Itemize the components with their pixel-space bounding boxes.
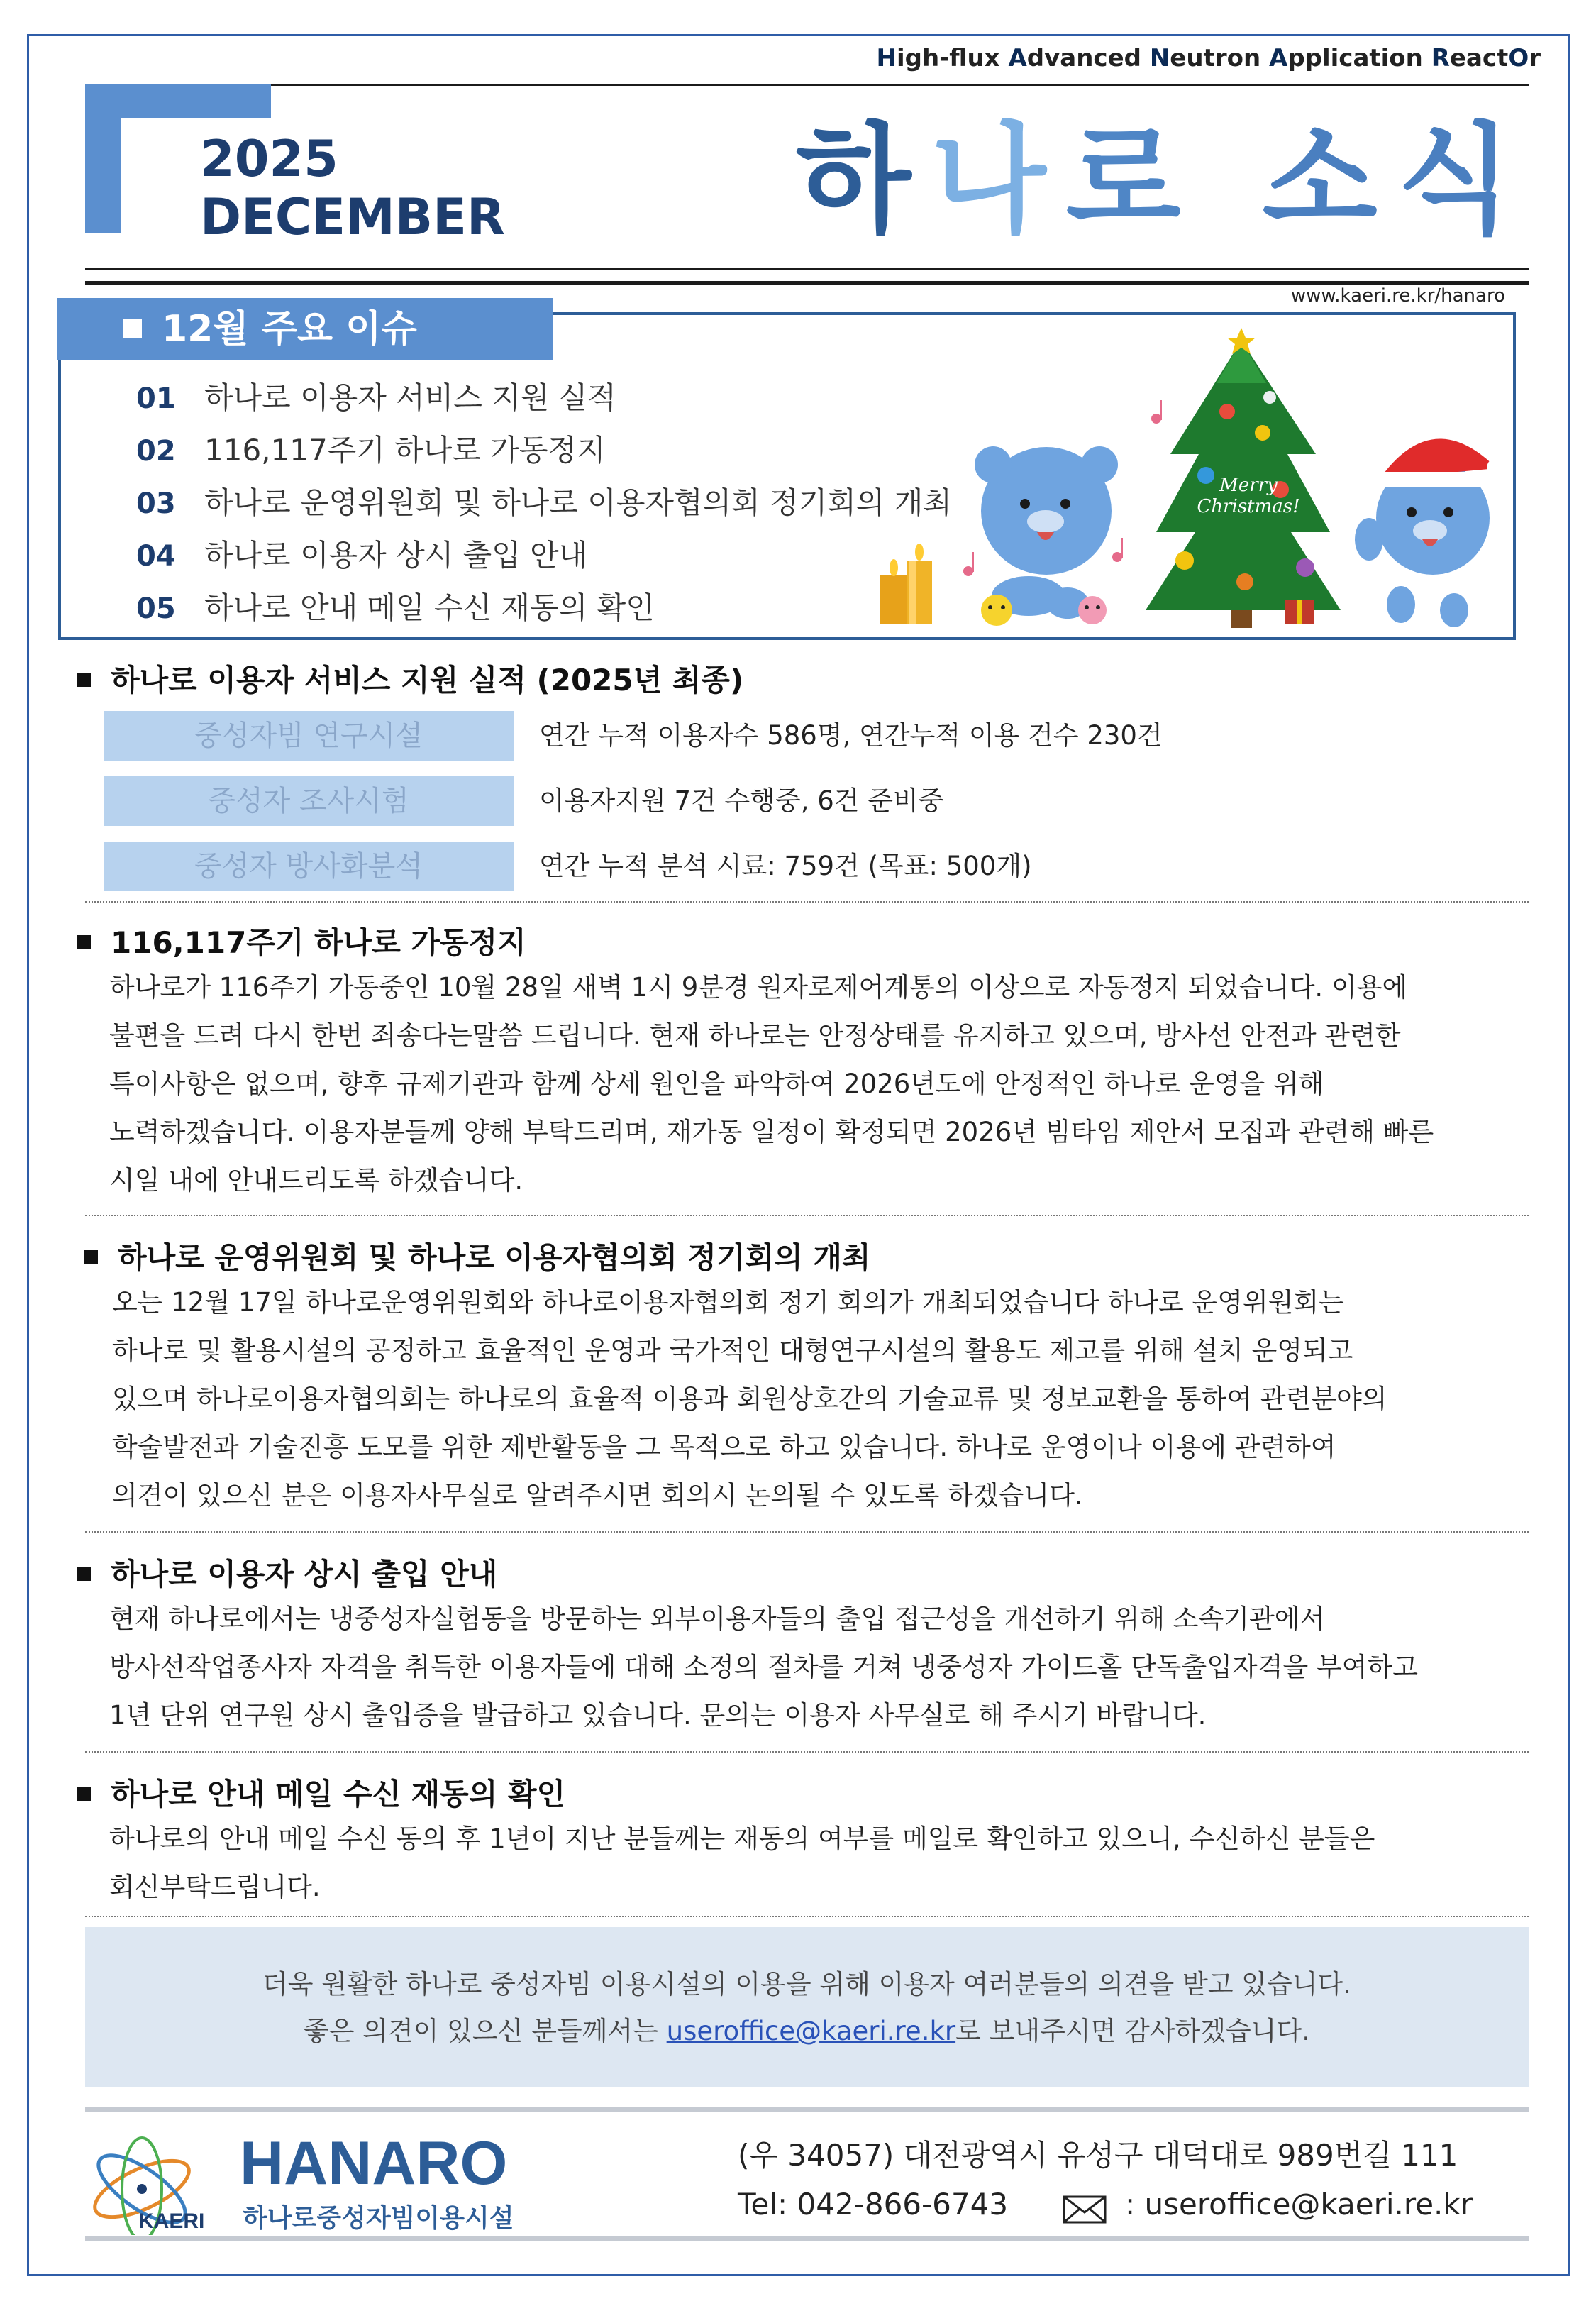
hanaro-brand-text: HANARO [240, 2129, 508, 2197]
stat-label-beam: 중성자빔 연구시설 [104, 711, 514, 761]
section-title-text: 하나로 운영위원회 및 하나로 이용자협의회 정기회의 개최 [118, 1240, 871, 1275]
section-title-shutdown [77, 920, 526, 962]
stat-value-activation: 연간 누적 분석 시료: 759건 (목표: 500개) [539, 851, 1032, 881]
body-line: 회신부탁드립니다. [109, 1872, 321, 1902]
reactor-name-rest: dvanced [1026, 44, 1150, 72]
christmas-text: Christmas! [1197, 496, 1300, 517]
body-line: 노력하겠습니다. 이용자분들께 양해 부탁드리며, 재가동 일정이 확정되면 2026년 빔타임 제안서 모집과 관련해 빠른 [109, 1117, 1434, 1147]
reactor-name-rest: igh-flux [896, 44, 1009, 72]
feedback-box [85, 1927, 1529, 2087]
merry-text: Merry [1219, 475, 1278, 496]
body-line: 하나로 및 활용시설의 공정하고 효율적인 운영과 국가적인 대형연구시설의 활용도 제고를 위해 설치 운영되고 [112, 1335, 1353, 1366]
section-body-email-consent [109, 1815, 1517, 1911]
title-char: 로 [1065, 111, 1201, 250]
mascot-left-icon [975, 446, 1118, 619]
reactor-name-cap: A [1008, 44, 1027, 72]
issue-item[interactable] [136, 375, 616, 417]
footer-rule [85, 2236, 1529, 2241]
issue-number: 01 [136, 382, 176, 415]
square-bullet-icon [84, 1250, 98, 1264]
section-title-text: 하나로 이용자 서비스 지원 실적 (2025년 최종) [111, 663, 744, 697]
section-divider [85, 1531, 1529, 1533]
issue-text: 하나로 이용자 상시 출입 안내 [204, 538, 588, 573]
body-line: 하나로가 116주기 가동중인 10월 28일 새벽 1시 9분경 원자로제어계통의 이상으로 자동정지 되었습니다. 이용에 [109, 972, 1408, 1003]
header-rule [85, 84, 1529, 86]
title-char: 소 [1262, 111, 1397, 250]
hanaro-logo [85, 2122, 539, 2235]
feedback-text: 좋은 의견이 있으신 분들께서는 [303, 2016, 667, 2046]
feedback-line [85, 2009, 1529, 2048]
body-line: 특이사항은 없으며, 향후 규제기관과 함께 상세 원인을 파악하여 2026년도에 안정적인 하나로 운영을 위해 [109, 1069, 1324, 1099]
stat-label-activation: 중성자 방사화분석 [104, 842, 514, 891]
section-body-access [109, 1595, 1517, 1740]
header-accent-bar [85, 84, 271, 118]
issue-number: 02 [136, 435, 176, 468]
issue-item[interactable] [136, 480, 952, 522]
issue-number: 03 [136, 487, 176, 520]
section-divider [85, 901, 1529, 903]
body-line: 의견이 있으신 분은 이용자사무실로 알려주시면 회의시 논의될 수 있도록 하겠습니다. [112, 1480, 1083, 1511]
reactor-name-rest: eutron [1170, 44, 1269, 72]
body-line: 하나로의 안내 메일 수신 동의 후 1년이 지난 분들께는 재동의 여부를 메일로 확인하고 있으니, 수신하신 분들은 [109, 1824, 1375, 1854]
square-bullet-icon [77, 673, 91, 687]
title-char: 식 [1397, 111, 1532, 250]
issue-item[interactable] [136, 427, 606, 470]
telephone: Tel: 042-866-6743 [738, 2187, 1009, 2222]
section-divider [85, 1916, 1529, 1917]
useroffice-email-link[interactable]: useroffice@kaeri.re.kr [666, 2016, 956, 2046]
issue-text: 하나로 이용자 서비스 지원 실적 [204, 380, 616, 415]
christmas-illustration [872, 326, 1511, 631]
body-line: 방사선작업종사자 자격을 취득한 이용자들에 대해 소정의 절차를 거쳐 냉중성자 가이드홀 단독출입자격을 부여하고 [109, 1652, 1418, 1682]
body-line: 오는 12월 17일 하나로운영위원회와 하나로이용자협의회 정기 회의가 개최되었습니다 하나로 운영위원회는 [112, 1287, 1344, 1318]
website-url[interactable]: www.kaeri.re.kr/hanaro [1290, 285, 1505, 307]
candles-icon [880, 544, 932, 624]
square-bullet-icon [77, 935, 91, 949]
section-title-text: 하나로 안내 메일 수신 재동의 확인 [111, 1777, 566, 1811]
body-line: 불편을 드려 다시 한번 죄송다는말씀 드립니다. 현재 하나로는 안정상태를 유지하고 있으며, 방사선 안전과 관련한 [109, 1020, 1401, 1051]
issue-number: 05 [136, 592, 176, 625]
feedback-text: 로 보내주시면 감사하겠습니다. [955, 2016, 1311, 2046]
body-line: 1년 단위 연구원 상시 출입증을 발급하고 있습니다. 문의는 이용자 사무실로 해 주시기 바랍니다. [109, 1700, 1207, 1731]
body-line: 학술발전과 기술진흥 도모를 위한 제반활동을 그 목적으로 하고 있습니다. 하나로 운영이나 이용에 관련하여 [112, 1432, 1336, 1462]
issue-year: 2025 [200, 130, 338, 188]
issue-text: 하나로 안내 메일 수신 재동의 확인 [204, 590, 655, 625]
section-body-shutdown [109, 964, 1517, 1205]
issue-item[interactable] [136, 532, 587, 575]
key-issues-heading [57, 298, 553, 360]
square-bullet-icon [77, 1787, 91, 1801]
reactor-name-cap: O [1508, 44, 1529, 72]
header-rule [85, 268, 1529, 270]
stat-value-irradiation: 이용자지원 7건 수행중, 6건 준비중 [539, 785, 944, 816]
reactor-name-cap: N [1149, 44, 1170, 72]
reactor-name-cap: A [1268, 44, 1288, 72]
section-title-text: 116,117주기 하나로 가동정지 [111, 925, 526, 960]
reactor-full-name [877, 44, 1541, 72]
body-line: 시일 내에 안내드리도록 하겠습니다. [109, 1165, 523, 1196]
title-char: 나 [931, 111, 1066, 250]
mascot-santa-icon [1355, 438, 1509, 627]
header-rule [85, 281, 1529, 285]
stat-label-irradiation: 중성자 조사시험 [104, 776, 514, 826]
issue-number: 04 [136, 540, 176, 573]
section-title-service [77, 657, 743, 700]
section-divider [85, 1751, 1529, 1753]
mail-icon [1063, 2195, 1107, 2224]
section-title-text: 하나로 이용자 상시 출입 안내 [111, 1557, 498, 1591]
body-line: 있으며 하나로이용자협의회는 하나로의 효율적 이용과 회원상호간의 기술교류 및 정보교환을 통하여 관련분야의 [112, 1384, 1387, 1414]
issue-month: DECEMBER [200, 188, 505, 246]
issue-item[interactable] [136, 585, 655, 627]
reactor-name-cap: R [1431, 44, 1450, 72]
newsletter-title [796, 111, 1532, 250]
section-title-access [77, 1551, 497, 1594]
square-bullet-icon [77, 1567, 91, 1581]
section-body-meeting [112, 1279, 1518, 1520]
stat-value-beam: 연간 누적 이용자수 586명, 연간누적 이용 건수 230건 [539, 720, 1163, 751]
footer-rule [85, 2107, 1529, 2112]
reactor-name-rest: eact [1449, 44, 1509, 72]
contact-email[interactable]: : useroffice@kaeri.re.kr [1125, 2187, 1473, 2222]
title-char: 하 [796, 111, 931, 250]
section-title-email-consent [77, 1771, 565, 1814]
postal-address: (우 34057) 대전광역시 유성구 대덕대로 989번길 111 [738, 2138, 1458, 2173]
facility-name-text: 하나로중성자빔이용시설 [243, 2204, 514, 2233]
reactor-name-rest: r [1529, 44, 1541, 72]
section-divider [85, 1215, 1529, 1216]
kaeri-text: KAERI [138, 2210, 205, 2233]
issue-text: 116,117주기 하나로 가동정지 [204, 433, 606, 468]
square-bullet-icon [123, 319, 142, 338]
section-title-meeting [84, 1235, 870, 1277]
issue-text: 하나로 운영위원회 및 하나로 이용자협의회 정기회의 개최 [204, 485, 952, 520]
reactor-name-rest: pplication [1287, 44, 1431, 72]
key-issues-heading-label: 12월 주요 이슈 [162, 308, 417, 351]
reactor-name-cap: H [876, 44, 897, 72]
feedback-line: 더욱 원활한 하나로 중성자빔 이용시설의 이용을 위해 이용자 여러분들의 의견을 받고 있습니다. [262, 1969, 1352, 1999]
body-line: 현재 하나로에서는 냉중성자실험동을 방문하는 외부이용자들의 출입 접근성을 개선하기 위해 소속기관에서 [109, 1604, 1326, 1634]
